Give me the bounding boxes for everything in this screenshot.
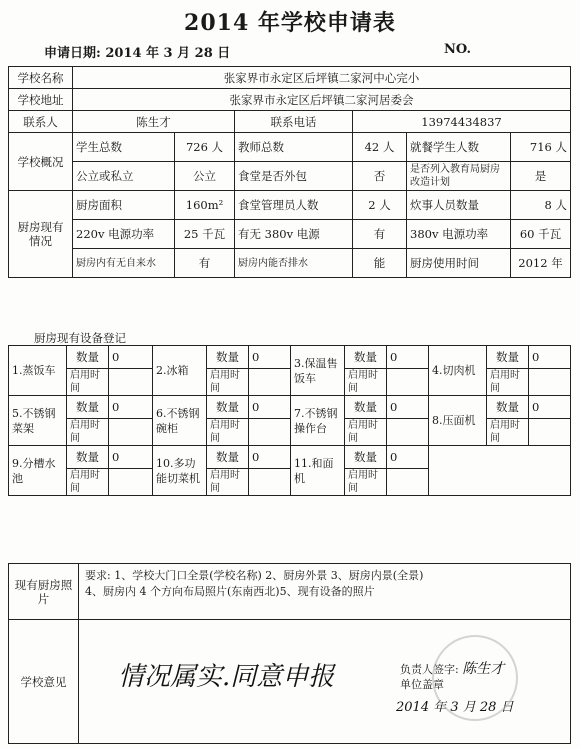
renovation-plan-value: 是 bbox=[511, 162, 571, 191]
teachers-label: 教师总数 bbox=[235, 133, 353, 162]
equipment-name: 11.和面机 bbox=[291, 446, 345, 496]
equipment-start-time-label: 启用时间 bbox=[345, 369, 387, 396]
equipment-start-time-value bbox=[387, 419, 429, 446]
cooks-value: 8 人 bbox=[511, 191, 571, 220]
photo-requirements-line2: 4、厨房内 4 个方向布局照片(东南西北)5、现有设备的照片 bbox=[85, 585, 375, 598]
equipment-start-time-value bbox=[387, 369, 429, 396]
equipment-start-time-label: 启用时间 bbox=[207, 419, 249, 446]
sign-date: 2014 年 3 月 28 日 bbox=[396, 700, 514, 715]
equipment-qty-value: 0 bbox=[109, 346, 153, 369]
handwritten-opinion: 情况属实.同意申报 bbox=[118, 662, 335, 692]
equipment-start-time-label: 启用时间 bbox=[345, 469, 387, 496]
equipment-qty-label: 数量 bbox=[67, 396, 109, 419]
equipment-name: 4.切肉机 bbox=[429, 346, 487, 396]
equipment-name: 5.不锈钢菜架 bbox=[9, 396, 67, 446]
power220-label: 220v 电源功率 bbox=[73, 220, 175, 249]
has380-label: 有无 380v 电源 bbox=[235, 220, 353, 249]
usetime-label: 厨房使用时间 bbox=[407, 249, 511, 278]
equipment-start-time-label: 启用时间 bbox=[345, 419, 387, 446]
equipment-start-time-value bbox=[249, 419, 291, 446]
equipment-start-time-value bbox=[249, 369, 291, 396]
overview-section-label: 学校概况 bbox=[9, 133, 73, 191]
equipment-name: 8.压面机 bbox=[429, 396, 487, 446]
renovation-plan-label: 是否列入教育局厨房改造计划 bbox=[407, 162, 511, 191]
equipment-qty-value: 0 bbox=[387, 396, 429, 419]
equipment-qty-value: 0 bbox=[109, 446, 153, 469]
outsourced-label: 食堂是否外包 bbox=[235, 162, 353, 191]
signer-signature: 陈生才 bbox=[462, 661, 505, 677]
equipment-start-time-value bbox=[109, 369, 153, 396]
equipment-qty-label: 数量 bbox=[207, 346, 249, 369]
photos-label: 现有厨房照片 bbox=[9, 564, 79, 620]
photo-requirements-line1: 要求: 1、学校大门口全景(学校名称) 2、厨房外景 3、厨房内景(全景) bbox=[85, 569, 424, 582]
equipment-qty-label: 数量 bbox=[487, 346, 529, 369]
equipment-start-time-label: 启用时间 bbox=[67, 419, 109, 446]
teachers-value: 42 人 bbox=[353, 133, 407, 162]
equipment-name: 7.不锈钢操作台 bbox=[291, 396, 345, 446]
equipment-table bbox=[8, 345, 571, 496]
usetime-value: 2012 年 bbox=[511, 249, 571, 278]
public-private-label: 公立或私立 bbox=[73, 162, 175, 191]
equipment-qty-value: 0 bbox=[387, 346, 429, 369]
school-address-value: 张家界市永定区后坪镇二家河居委会 bbox=[73, 89, 571, 111]
school-info-table bbox=[8, 66, 571, 278]
phone-value: 13974434837 bbox=[353, 111, 571, 133]
equipment-start-time-value bbox=[529, 369, 571, 396]
equipment-start-time-value bbox=[529, 419, 571, 446]
equipment-qty-label: 数量 bbox=[207, 396, 249, 419]
equipment-qty-label: 数量 bbox=[207, 446, 249, 469]
equipment-qty-label: 数量 bbox=[67, 446, 109, 469]
equipment-section-title: 厨房现有设备登记 bbox=[34, 331, 126, 345]
has380-value: 有 bbox=[353, 220, 407, 249]
tapwater-value: 有 bbox=[175, 249, 235, 278]
equipment-qty-label: 数量 bbox=[345, 346, 387, 369]
equipment-qty-value: 0 bbox=[529, 346, 571, 369]
form-title: 2014 年学校申请表 bbox=[184, 10, 396, 36]
form-number-label: NO. bbox=[444, 42, 471, 57]
equipment-name: 9.分槽水池 bbox=[9, 446, 67, 496]
diners-value: 716 人 bbox=[511, 133, 571, 162]
equipment-qty-label: 数量 bbox=[345, 446, 387, 469]
equipment-start-time-value bbox=[249, 469, 291, 496]
equipment-qty-label: 数量 bbox=[345, 396, 387, 419]
cooks-label: 炊事人员数量 bbox=[407, 191, 511, 220]
equipment-name: 6.不锈钢碗柜 bbox=[153, 396, 207, 446]
equipment-start-time-label: 启用时间 bbox=[67, 369, 109, 396]
power380-value: 60 千瓦 bbox=[511, 220, 571, 249]
school-name-value: 张家界市永定区后坪镇二家河中心完小 bbox=[73, 67, 571, 89]
equipment-name: 1.蒸饭车 bbox=[9, 346, 67, 396]
equipment-start-time-label: 启用时间 bbox=[207, 469, 249, 496]
students-label: 学生总数 bbox=[73, 133, 175, 162]
managers-label: 食堂管理员人数 bbox=[235, 191, 353, 220]
drain-label: 厨房内能否排水 bbox=[235, 249, 353, 278]
diners-label: 就餐学生人数 bbox=[407, 133, 511, 162]
students-value: 726 人 bbox=[175, 133, 235, 162]
contact-value: 陈生才 bbox=[73, 111, 235, 133]
official-seal bbox=[420, 628, 530, 728]
equipment-start-time-label: 启用时间 bbox=[487, 419, 529, 446]
equipment-qty-value: 0 bbox=[387, 446, 429, 469]
equipment-qty-value: 0 bbox=[249, 396, 291, 419]
kitchen-area-value: 160m² bbox=[175, 191, 235, 220]
application-date: 申请日期: 2014 年 3 月 28 日 bbox=[44, 46, 231, 61]
equipment-start-time-label: 启用时间 bbox=[67, 469, 109, 496]
school-name-label: 学校名称 bbox=[9, 67, 73, 89]
public-private-value: 公立 bbox=[175, 162, 235, 191]
power380-label: 380v 电源功率 bbox=[407, 220, 511, 249]
contact-label: 联系人 bbox=[9, 111, 73, 133]
equipment-qty-value: 0 bbox=[529, 396, 571, 419]
drain-value: 能 bbox=[353, 249, 407, 278]
equipment-start-time-value bbox=[109, 419, 153, 446]
equipment-qty-value: 0 bbox=[249, 346, 291, 369]
seal-label: 单位盖章 bbox=[400, 678, 444, 691]
tapwater-label: 厨房内有无自来水 bbox=[73, 249, 175, 278]
managers-value: 2 人 bbox=[353, 191, 407, 220]
equipment-qty-value: 0 bbox=[109, 396, 153, 419]
equipment-start-time-label: 启用时间 bbox=[207, 369, 249, 396]
photo-requirements bbox=[79, 564, 571, 620]
kitchen-area-label: 厨房面积 bbox=[73, 191, 175, 220]
equipment-qty-label: 数量 bbox=[487, 396, 529, 419]
kitchen-section-label: 厨房现有情况 bbox=[9, 191, 73, 278]
equipment-qty-label: 数量 bbox=[67, 346, 109, 369]
outsourced-value: 否 bbox=[353, 162, 407, 191]
equipment-name: 2.冰箱 bbox=[153, 346, 207, 396]
equipment-empty-cell bbox=[429, 446, 571, 496]
equipment-start-time-value bbox=[387, 469, 429, 496]
equipment-start-time-value bbox=[109, 469, 153, 496]
equipment-name: 10.多功能切菜机 bbox=[153, 446, 207, 496]
equipment-name: 3.保温售饭车 bbox=[291, 346, 345, 396]
equipment-qty-value: 0 bbox=[249, 446, 291, 469]
school-address-label: 学校地址 bbox=[9, 89, 73, 111]
power220-value: 25 千瓦 bbox=[175, 220, 235, 249]
phone-label: 联系电话 bbox=[235, 111, 353, 133]
signer-label: 负责人签字: bbox=[400, 663, 459, 676]
opinion-label: 学校意见 bbox=[9, 620, 79, 744]
equipment-start-time-label: 启用时间 bbox=[487, 369, 529, 396]
